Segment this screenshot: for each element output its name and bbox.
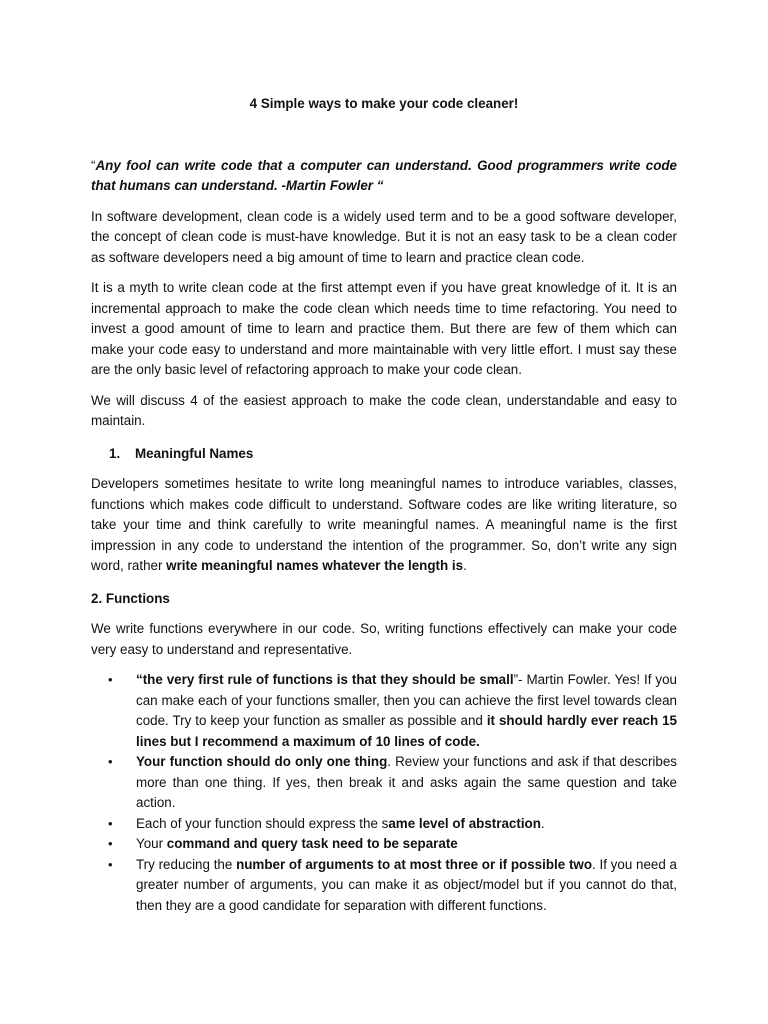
bullet-1-bold-2: it should hardly ever reach 15 lines but I recommend a maximum of 10 lines of code.: [136, 713, 677, 749]
bullet-icon: •: [108, 836, 113, 851]
section-2-heading: 2. Functions: [91, 590, 170, 606]
bullet-icon: •: [108, 754, 113, 769]
bullet-1-text-1: ”- Martin Fowler. Yes! If you can make each of your functions smaller, then you can achieve the first level towards clean code. Try to keep your function as smaller as possible and: [136, 672, 677, 728]
bullet-3-bold-1: ame level of abstraction: [388, 815, 541, 831]
section-1-body-emphasis: write meaningful names whatever the length is: [166, 558, 464, 573]
bullet-5-bold-1: number of arguments to at most three or if possible two: [236, 856, 593, 872]
opening-quote: [91, 156, 677, 197]
section-1-body-end: .: [463, 558, 467, 573]
section-1-heading: [91, 444, 677, 465]
functions-bullet-list: [91, 670, 677, 916]
section-1-body-text: Developers sometimes hesitate to write long meaningful names to introduce variables, classes, functions which makes code difficult to understand. Software codes are like writing literature, so take your time and think carefully to write meaningful names. A meaningful name is the first impression in any code to understand the intention of the programmer. So, don’t write any sign word, rather: [91, 476, 677, 573]
intro-paragraph-1: In software development, clean code is a widely used term and to be a good software developer, the concept of clean code is must-have knowledge. But it is not an easy task to be a clean coder as software developers need a big amount of time to learn and practice clean code.: [91, 208, 677, 265]
list-item: [108, 814, 677, 835]
bullet-4-text-1: Your: [136, 836, 167, 851]
bullet-icon: •: [108, 672, 113, 687]
section-1-number: 1.: [109, 445, 121, 461]
bullet-4-bold-1: command and query task need to be separate: [166, 836, 458, 851]
section-2-intro: We write functions everywhere in our code. So, writing functions effectively can make your code very easy to understand and representative.: [91, 621, 677, 657]
bullet-icon: •: [108, 815, 113, 831]
section-1-body: [91, 474, 677, 577]
quote-text: Any fool can write code that a computer can understand. Good programmers write code that humans can understand. -Martin Fowler “: [91, 157, 677, 193]
bullet-1-bold-1: “the very first rule of functions is that they should be small: [136, 672, 514, 687]
intro-paragraph-2: It is a myth to write clean code at the first attempt even if you have great knowledge of it. It is an incremental approach to make the code clean which needs time to time refactoring. You need to invest a good amount of time to learn and practice them. But there are few of them which can make your code easy to understand and more maintainable with very little effort. I must say these are the only basic level of refactoring approach to make your code clean.: [91, 280, 677, 377]
quote-open-mark: “: [91, 157, 96, 173]
list-item: [108, 834, 677, 855]
list-item: [108, 670, 677, 752]
list-item: [108, 855, 678, 917]
bullet-5-text-2: . If you need a greater number of arguments, you can make it as object/model but if you cannot do that, then they are a good candidate for separation with different functions.: [136, 856, 678, 913]
bullet-icon: •: [108, 856, 113, 872]
list-item: [108, 752, 677, 814]
intro-paragraph-3: We will discuss 4 of the easiest approach to make the code clean, understandable and easy to maintain.: [91, 392, 677, 428]
bullet-3-text-1: Each of your function should express the s: [136, 815, 389, 831]
document-title: 4 Simple ways to make your code cleaner!: [249, 96, 519, 111]
bullet-2-bold-1: Your function should do only one thing: [136, 754, 388, 769]
bullet-2-text-1: . Review your functions and ask if that describes more than one thing. If yes, then break it and asks again the same question and take action.: [136, 754, 677, 810]
bullet-5-text-1: Try reducing the: [136, 856, 237, 872]
section-1-title: Meaningful Names: [135, 445, 254, 461]
bullet-3-text-2: .: [540, 815, 545, 831]
